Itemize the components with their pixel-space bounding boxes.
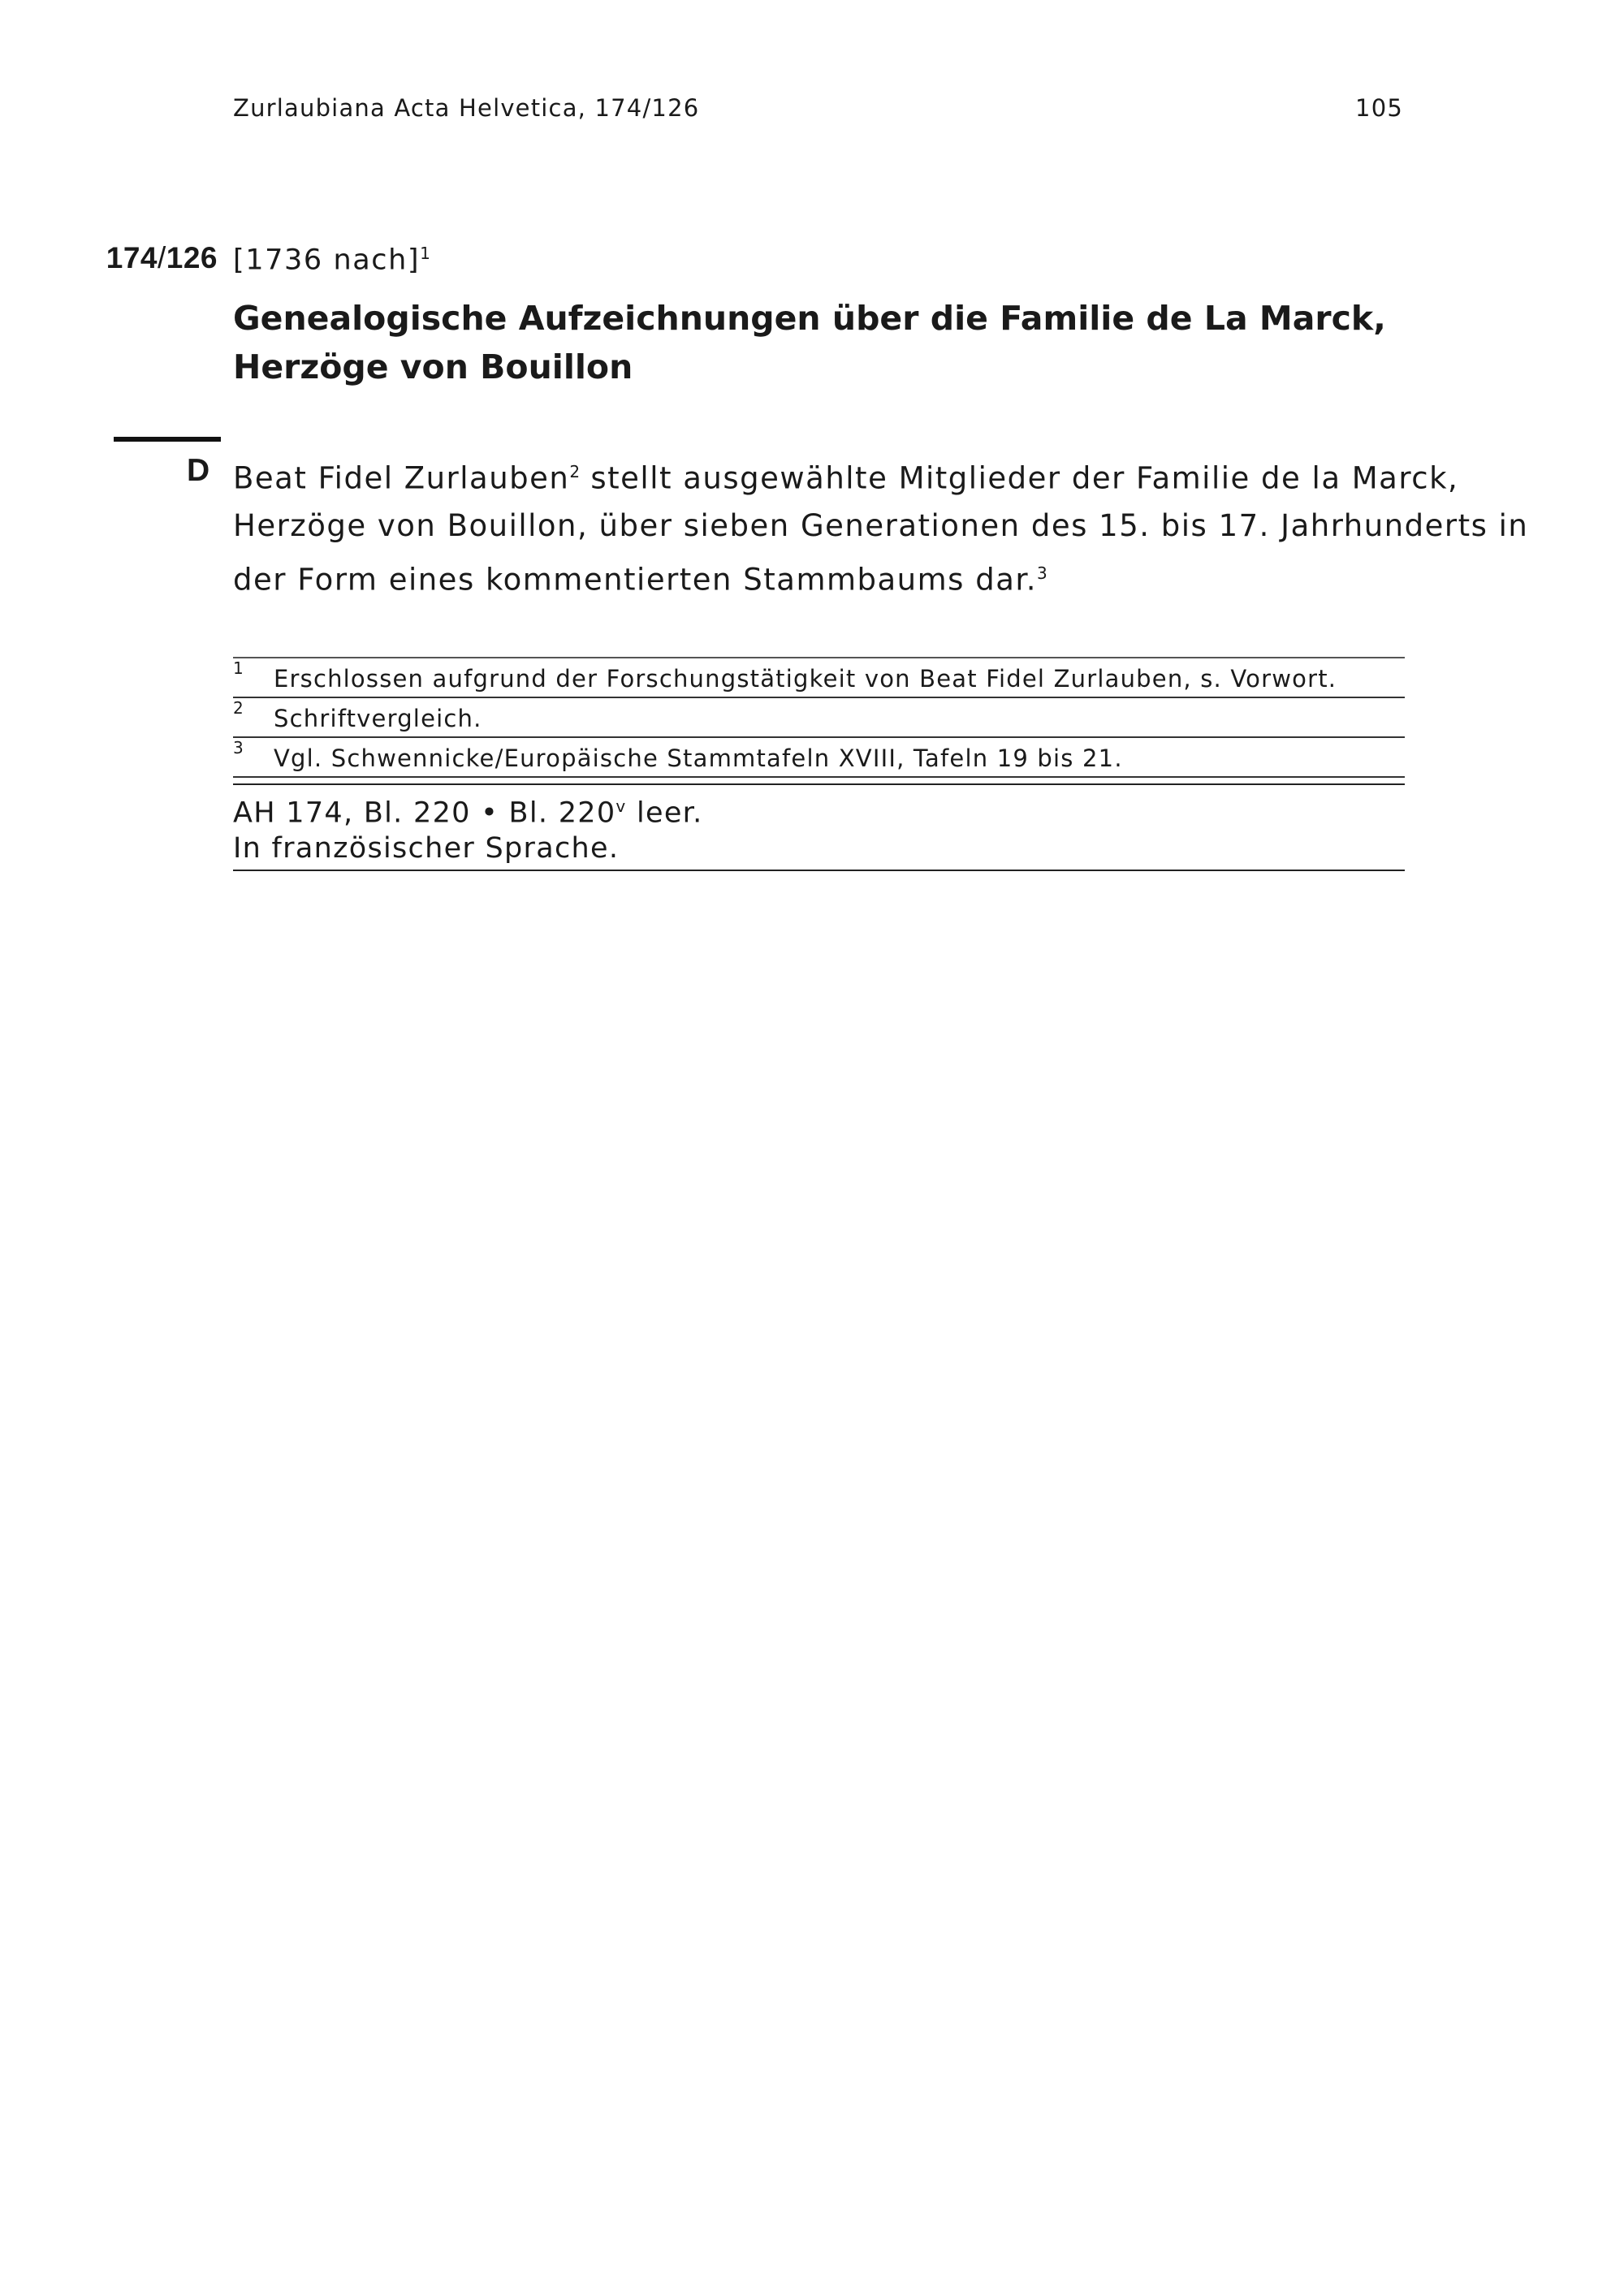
description-line (233, 550, 1419, 603)
running-header-title: Zurlaubiana Acta Helvetica, 174/126 (233, 94, 700, 122)
footnote-1 (233, 658, 1405, 698)
source-text: AH 174, Bl. 220 • Bl. 220 (233, 796, 616, 830)
description-line (233, 448, 1459, 502)
footnote-ref-1: 1 (420, 244, 430, 263)
description-text: Beat Fidel Zurlauben (233, 460, 570, 496)
footnote-text: Erschlossen aufgrund der Forschungstätigkeit von Beat Fidel Zurlauben, s. Vorwort. (274, 665, 1337, 693)
footnote-3 (233, 738, 1405, 778)
footnote-number: 3 (233, 738, 244, 757)
verso-marker: v (615, 796, 627, 816)
margin-rule (114, 437, 221, 442)
description-line: Herzöge von Bouillon, über sieben Generationen des 15. bis 17. Jahrhunderts in (233, 508, 1529, 544)
document-number-volume: 174 (106, 241, 158, 274)
document-title-line: Herzöge von Bouillon (233, 347, 633, 386)
footnote-text: Schriftvergleich. (274, 705, 482, 732)
footnote-number: 1 (233, 658, 244, 678)
document-title-line: Genealogische Aufzeichnungen über die Familie de La Marck, (233, 299, 1386, 338)
footnote-number: 2 (233, 698, 244, 718)
source-bottom-rule (233, 870, 1405, 871)
source-language: In französischer Sprache. (233, 831, 620, 865)
document-number-separator: / (157, 241, 166, 274)
footnote-ref-3: 3 (1036, 563, 1047, 584)
source-block (233, 789, 703, 866)
document-date (233, 244, 430, 277)
page-number: 105 (1355, 94, 1403, 122)
footnote-ref-2: 2 (569, 462, 581, 481)
source-shelfmark (233, 789, 703, 831)
section-letter: D (187, 453, 210, 488)
description-text: stellt ausgewählte Mitglieder der Familie de la Marck, (580, 460, 1459, 496)
source-top-rule (233, 783, 1405, 785)
footnote-2 (233, 698, 1405, 738)
document-title (233, 294, 1410, 391)
description-paragraph (233, 448, 1529, 604)
document-number-item: 126 (166, 241, 218, 274)
source-text: leer. (626, 796, 703, 830)
document-date-text: [1736 nach] (233, 244, 421, 277)
footnote-text: Vgl. Schwennicke/Europäische Stammtafeln XVIII, Tafeln 19 bis 21. (274, 744, 1123, 772)
description-text: der Form eines kommentierten Stammbaums dar. (233, 562, 1037, 598)
document-number (88, 241, 218, 275)
